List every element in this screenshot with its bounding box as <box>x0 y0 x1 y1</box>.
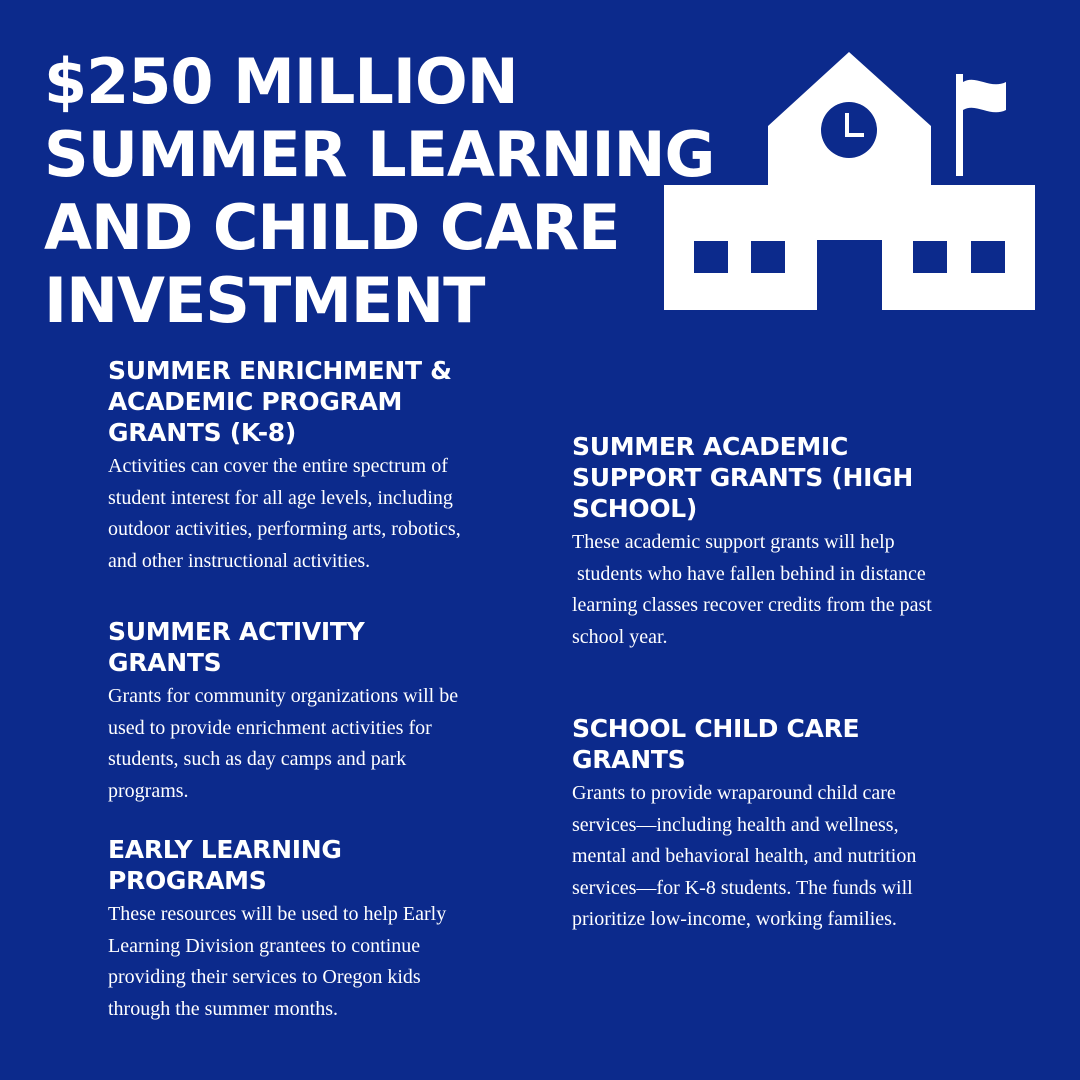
body-line: Learning Division grantees to continue <box>108 934 421 957</box>
body-line: mental and behavioral health, and nutrition <box>572 845 917 867</box>
section-body <box>108 899 446 1025</box>
section-early-learning <box>108 834 446 1025</box>
section-school-child-care <box>572 713 916 936</box>
section-heading <box>108 616 458 678</box>
heading-line: SUPPORT GRANTS (HIGH <box>572 463 913 492</box>
window-icon <box>913 241 947 273</box>
section-academic-support <box>572 431 932 653</box>
heading-line: SUMMER ACTIVITY <box>108 617 365 646</box>
window-icon <box>694 241 728 273</box>
section-body <box>108 681 458 807</box>
body-line: providing their services to Oregon kids <box>108 966 421 988</box>
section-body <box>108 451 461 577</box>
body-line: student interest for all age levels, including <box>108 486 453 509</box>
heading-line: GRANTS (K-8) <box>108 418 297 447</box>
heading-line: GRANTS <box>108 648 222 677</box>
title-line: INVESTMENT <box>44 264 485 337</box>
body-line: Activities can cover the entire spectrum of <box>108 455 448 477</box>
body-line: programs. <box>108 779 189 802</box>
body-line: Grants for community organizations will be <box>108 685 459 707</box>
section-summer-activity <box>108 616 458 807</box>
school-building-icon <box>664 52 1038 311</box>
body-line: These resources will be used to help Early <box>108 903 447 925</box>
title-line: AND CHILD CARE <box>44 191 620 264</box>
section-summer-enrichment <box>108 355 461 577</box>
body-line: school year. <box>572 625 668 648</box>
page-title <box>44 45 715 337</box>
section-heading <box>108 355 461 448</box>
body-line: services—for K-8 students. The funds will <box>572 876 913 899</box>
window-icon <box>971 241 1005 273</box>
title-line: SUMMER LEARNING <box>44 118 715 191</box>
section-body <box>572 778 916 936</box>
heading-line: SCHOOL CHILD CARE <box>572 714 860 743</box>
title-line: $250 MILLION <box>44 45 518 118</box>
body-line: These academic support grants will help <box>572 531 895 553</box>
body-line: and other instructional activities. <box>108 549 371 572</box>
heading-line: SCHOOL) <box>572 494 698 523</box>
body-line: prioritize low-income, working families. <box>572 908 897 930</box>
body-line: services—including health and wellness, <box>572 813 899 836</box>
heading-line: SUMMER ACADEMIC <box>572 432 848 461</box>
heading-line: SUMMER ENRICHMENT & <box>108 356 452 385</box>
heading-line: GRANTS <box>572 745 686 774</box>
section-heading <box>572 713 916 775</box>
body-line: outdoor activities, performing arts, robotics, <box>108 518 461 540</box>
section-heading <box>108 834 446 896</box>
body-line: students, such as day camps and park <box>108 748 407 770</box>
heading-line: EARLY LEARNING <box>108 835 342 864</box>
body-line: used to provide enrichment activities for <box>108 716 432 739</box>
body-line: Grants to provide wraparound child care <box>572 782 896 804</box>
section-heading <box>572 431 932 524</box>
heading-line: PROGRAMS <box>108 866 267 895</box>
window-icon <box>751 241 785 273</box>
body-line: through the summer months. <box>108 997 338 1020</box>
body-line: learning classes recover credits from the past <box>572 594 932 616</box>
section-body <box>572 527 932 653</box>
body-line: students who have fallen behind in distance <box>572 562 926 585</box>
heading-line: ACADEMIC PROGRAM <box>108 387 403 416</box>
